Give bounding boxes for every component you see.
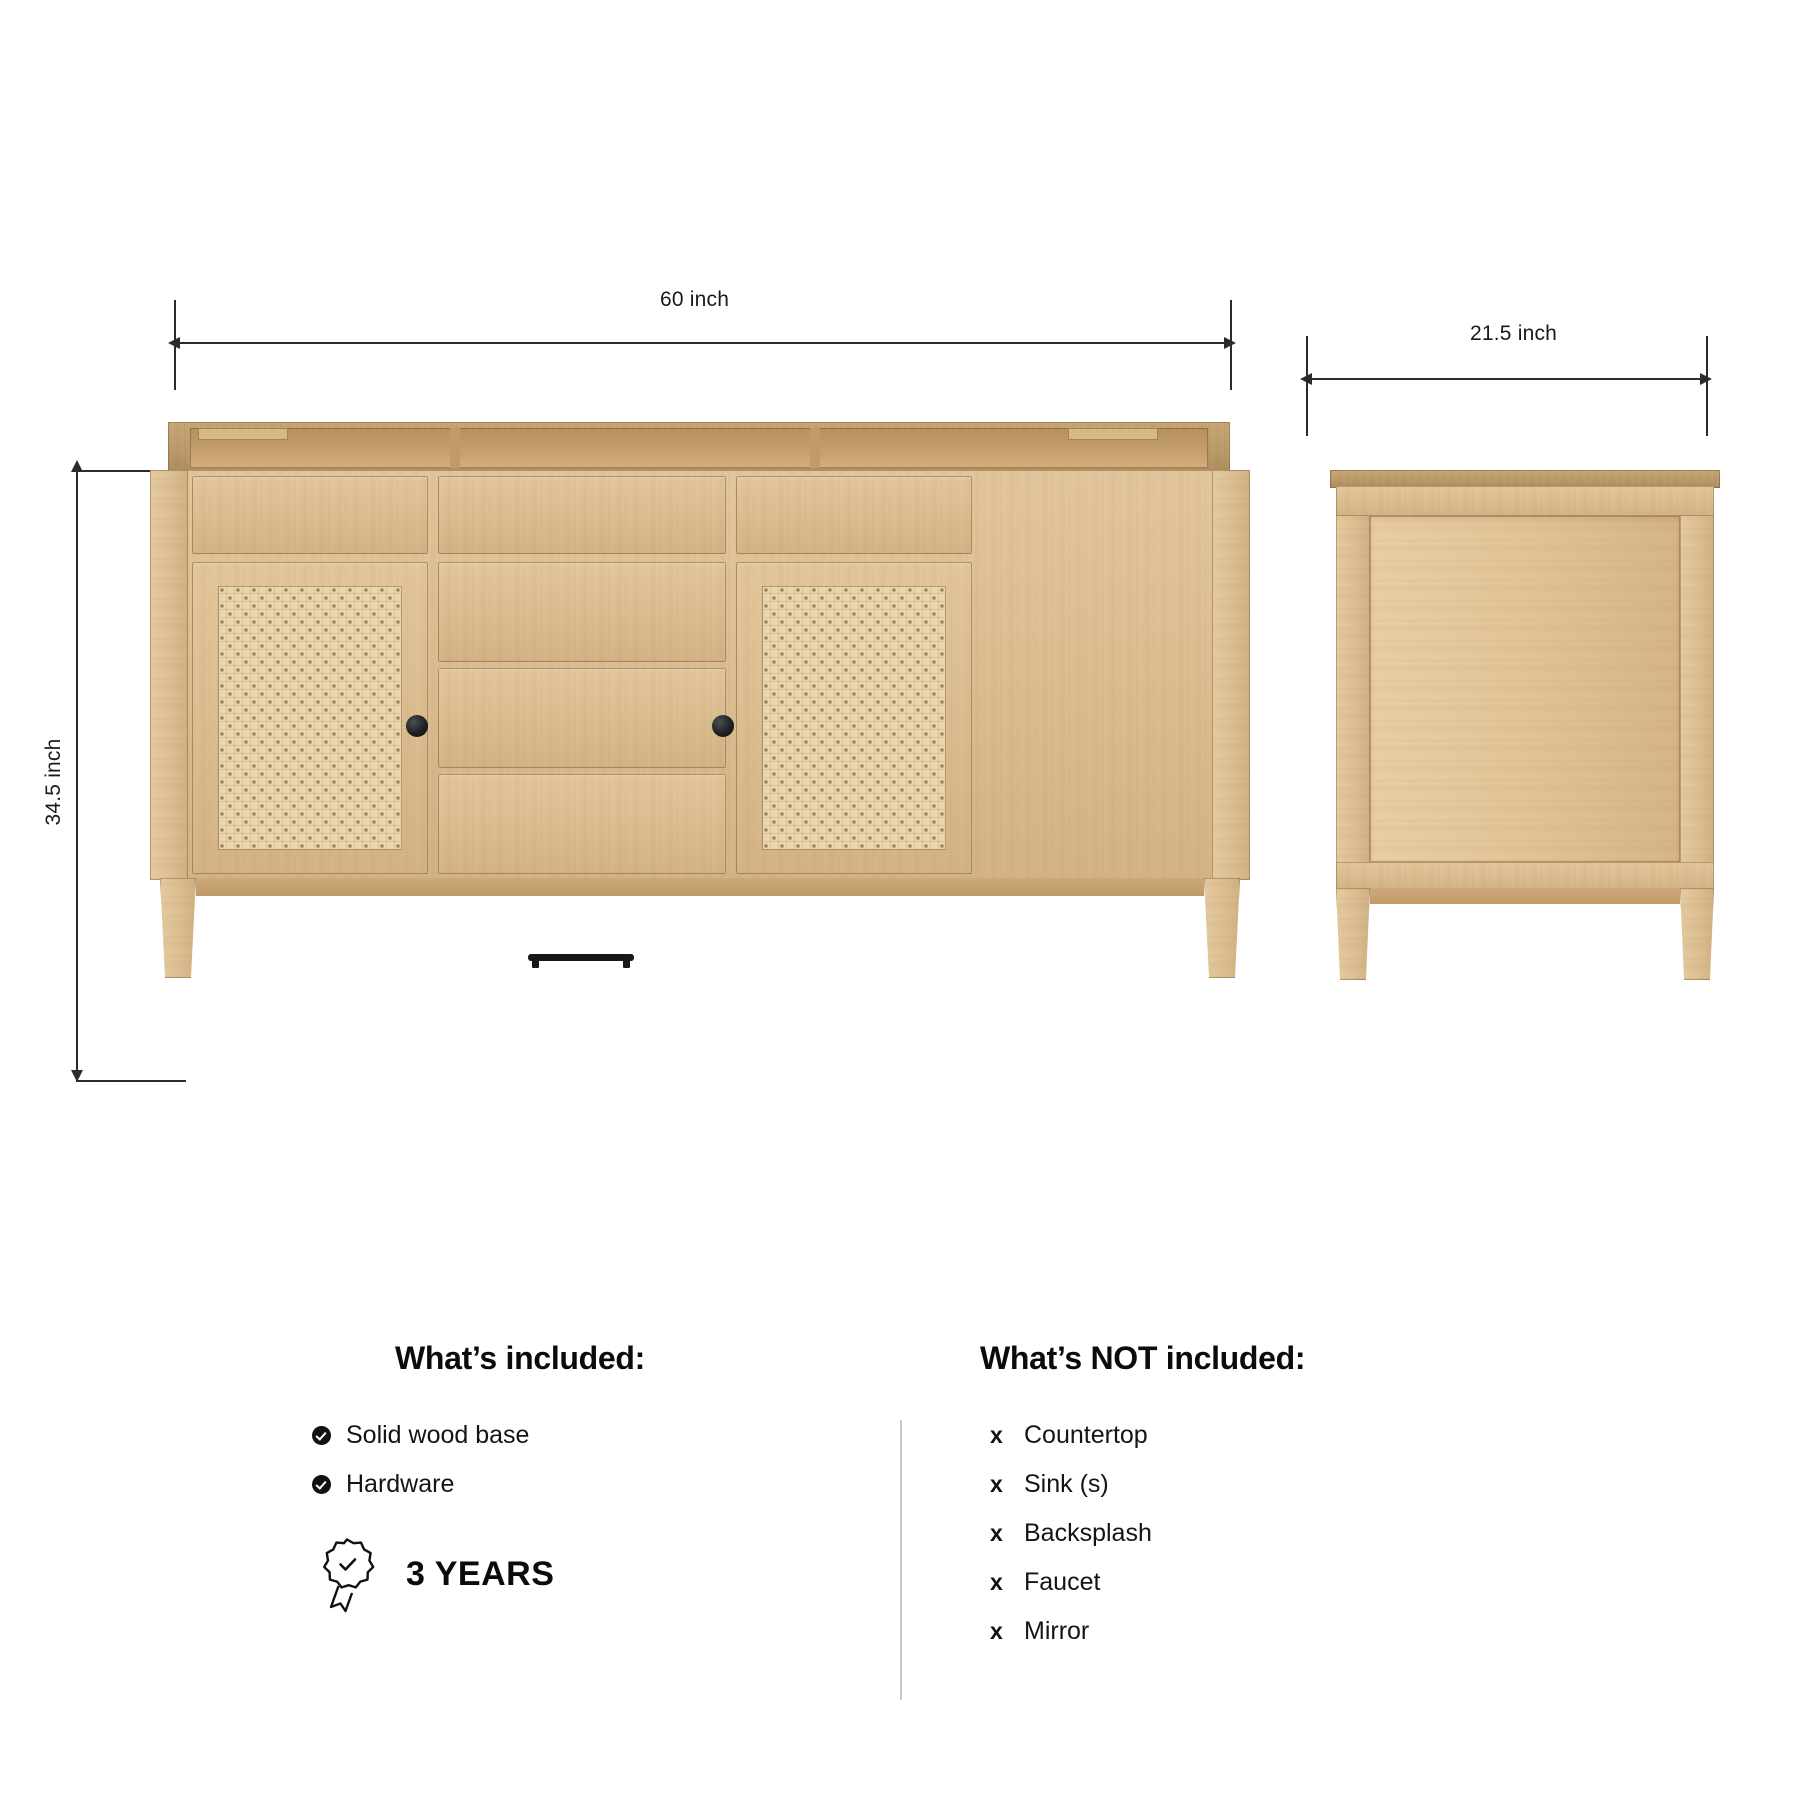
not-included-item: [990, 1617, 1540, 1646]
cross-icon: x: [990, 1471, 1003, 1497]
included-item: [312, 1470, 800, 1499]
check-icon: [312, 1426, 346, 1445]
pull-foot-center-3-a: [532, 957, 539, 968]
pull-foot-center-3-b: [623, 957, 630, 968]
cross-icon: x: [990, 1618, 1003, 1644]
top-brace-left: [450, 428, 460, 468]
not-included-item-label: Sink (s): [1024, 1470, 1109, 1498]
not-included-item-label: Mirror: [1024, 1617, 1090, 1645]
left-stile: [150, 470, 188, 880]
pull-bar-center-3[interactable]: [528, 954, 634, 961]
drawer-center-1[interactable]: [438, 562, 726, 662]
not-included-item-label: Countertop: [1024, 1421, 1148, 1449]
drawer-top-center[interactable]: [438, 476, 726, 554]
not-included-section: [980, 1340, 1540, 1666]
side-toe-kick: [1370, 888, 1680, 904]
side-leg-front: [1336, 888, 1370, 980]
width-dimension-label: 60 inch: [660, 288, 730, 311]
corner-bracket-right: [1068, 428, 1158, 440]
leg-front-right: [1204, 878, 1240, 978]
knob-right-door[interactable]: [712, 715, 734, 737]
included-item-label: Solid wood base: [346, 1421, 530, 1449]
right-stile: [1212, 470, 1250, 880]
corner-bracket-left: [198, 428, 288, 440]
vanity-side-view: [1330, 470, 1720, 980]
side-frame-bottom: [1336, 862, 1714, 890]
cane-panel-left: [218, 586, 402, 850]
leg-front-left: [160, 878, 196, 978]
cross-icon: x: [990, 1569, 1003, 1595]
included-item: [312, 1421, 800, 1450]
width-dimension-arrow: [168, 300, 1236, 334]
drawer-top-left[interactable]: [192, 476, 428, 554]
side-frame-top: [1336, 486, 1714, 516]
knob-left-door[interactable]: [406, 715, 428, 737]
depth-dimension-label: 21.5 inch: [1470, 322, 1558, 345]
included-item-label: Hardware: [346, 1470, 455, 1498]
not-included-item: [990, 1519, 1540, 1548]
side-frame-left: [1336, 486, 1370, 890]
top-brace-right: [810, 428, 820, 468]
depth-dimension-arrow: [1300, 336, 1720, 370]
cross-icon: x: [990, 1422, 1003, 1448]
not-included-item: [990, 1568, 1540, 1597]
warranty-badge: [312, 1535, 800, 1613]
section-divider: [900, 1420, 902, 1700]
drawer-center-3[interactable]: [438, 774, 726, 874]
warranty-label: 3 YEARS: [406, 1554, 555, 1593]
included-title: What’s included:: [394, 1340, 645, 1376]
side-frame-right: [1680, 486, 1714, 890]
check-icon: [312, 1475, 346, 1494]
not-included-item-label: Backsplash: [1024, 1519, 1152, 1547]
height-dimension-label: 34.5 inch: [42, 738, 65, 826]
open-top-interior: [190, 428, 1208, 468]
toe-kick: [196, 878, 1204, 896]
cane-panel-right: [762, 586, 946, 850]
cross-icon: x: [990, 1520, 1003, 1546]
not-included-title: What’s NOT included:: [980, 1340, 1306, 1376]
drawer-center-2[interactable]: [438, 668, 726, 768]
included-section: [240, 1340, 800, 1613]
drawer-top-right[interactable]: [736, 476, 972, 554]
side-center-panel: [1370, 516, 1680, 862]
not-included-item: [990, 1470, 1540, 1499]
warranty-ribbon-icon: [312, 1535, 382, 1613]
side-leg-back: [1680, 888, 1714, 980]
not-included-item-label: Faucet: [1024, 1568, 1101, 1596]
not-included-item: [990, 1421, 1540, 1450]
vanity-front-view: [150, 360, 1250, 980]
